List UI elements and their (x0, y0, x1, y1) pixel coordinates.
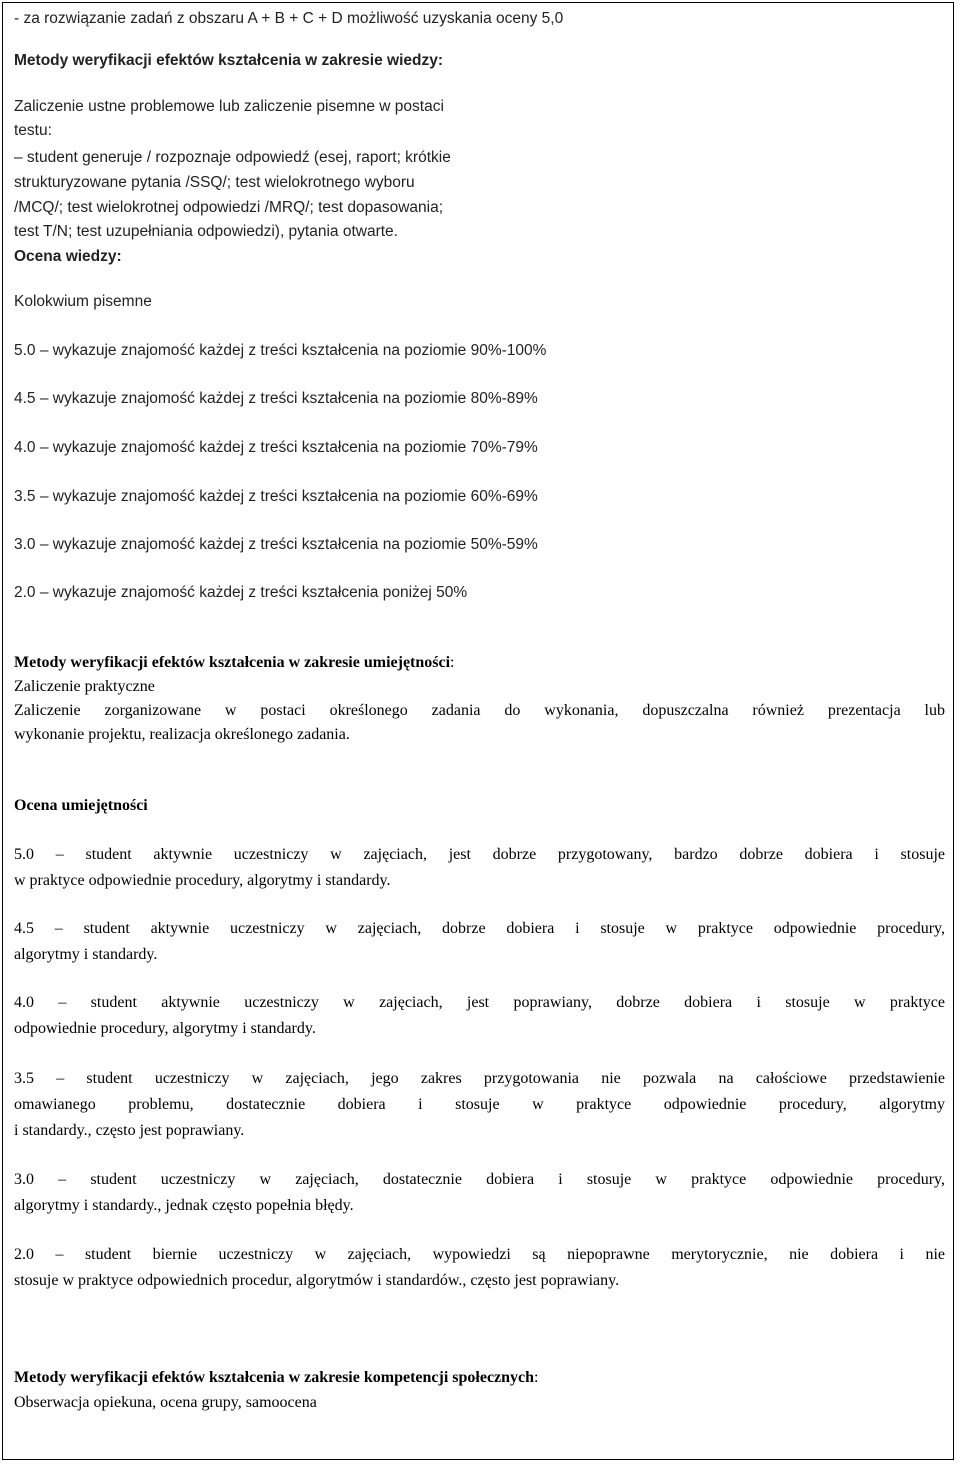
knowledge-assessment-type: Kolokwium pisemne (14, 293, 152, 310)
grade-line: 3.5 – wykazuje znajomość każdej z treści kształcenia na poziomie 60%-69% (14, 488, 538, 505)
skills-grade-line: stosuje w praktyce odpowiednich procedur, algorytmów i standardów., często jest poprawiany. (14, 1272, 620, 1289)
skills-grade-line: i standardy., często jest poprawiany. (14, 1122, 245, 1139)
social-heading-colon: : (534, 1369, 539, 1386)
skills-text-line: wykonanie projektu, realizacja określonego zadania. (14, 726, 350, 743)
intro-line: - za rozwiązanie zadań z obszaru A + B + C + D możliwość uzyskania oceny 5,0 (14, 10, 564, 27)
knowledge-text-line: /MCQ/; test wielokrotnej odpowiedzi /MRQ/; test dopasowania; (14, 199, 444, 216)
social-heading-text: Metody weryfikacji efektów kształcenia w zakresie kompetencji społecznych (14, 1369, 535, 1386)
skills-grade-line: omawianego problemu, dostatecznie dobiera i stosuje w praktyce odpowiednie procedury, algorytmy (14, 1096, 945, 1113)
skills-grade-line: 2.0 – student biernie uczestniczy w zajęciach, wypowiedzi są niepoprawne merytorycznie, nie dobiera i nie (14, 1246, 945, 1263)
skills-grade-line: 3.0 – student uczestniczy w zajęciach, dostatecznie dobiera i stosuje w praktyce odpowiednie procedury, (14, 1171, 945, 1188)
skills-grade-line: algorytmy i standardy., jednak często popełnia błędy. (14, 1197, 354, 1214)
heading-knowledge-methods: Metody weryfikacji efektów kształcenia w zakresie wiedzy: (14, 52, 444, 69)
grade-line: 3.0 – wykazuje znajomość każdej z treści kształcenia na poziomie 50%-59% (14, 536, 538, 553)
skills-grade-line: 4.5 – student aktywnie uczestniczy w zajęciach, dobrze dobiera i stosuje w praktyce odpowiednie procedury, (14, 920, 945, 937)
skills-grade-line: 5.0 – student aktywnie uczestniczy w zajęciach, jest dobrze przygotowany, bardzo dobrze dobiera i stosuje (14, 846, 945, 863)
heading-social-methods (14, 1365, 539, 1390)
knowledge-text-line: strukturyzowane pytania /SSQ/; test wielokrotnego wyboru (14, 174, 415, 191)
skills-grade-line: 3.5 – student uczestniczy w zajęciach, jego zakres przygotowania nie pozwala na całościowe przedstawienie (14, 1070, 945, 1087)
knowledge-text-line: Zaliczenie ustne problemowe lub zaliczenie pisemne w postaci (14, 98, 444, 115)
skills-grade-line: odpowiednie procedury, algorytmy i standardy. (14, 1020, 316, 1037)
knowledge-text-line: testu: (14, 122, 52, 139)
skills-text-line: Zaliczenie zorganizowane w postaci określonego zadania do wykonania, dopuszczalna również prezentacja lub (14, 702, 945, 719)
grade-line: 4.5 – wykazuje znajomość każdej z treści kształcenia na poziomie 80%-89% (14, 390, 538, 407)
grade-line: 5.0 – wykazuje znajomość każdej z treści kształcenia na poziomie 90%-100% (14, 342, 547, 359)
knowledge-text-line: – student generuje / rozpoznaje odpowiedź (esej, raport; krótkie (14, 149, 451, 166)
skills-grade-line: algorytmy i standardy. (14, 946, 158, 963)
grade-line: 4.0 – wykazuje znajomość każdej z treści kształcenia na poziomie 70%-79% (14, 439, 538, 456)
heading-knowledge-assessment: Ocena wiedzy: (14, 248, 122, 265)
skills-grade-line: 4.0 – student aktywnie uczestniczy w zajęciach, jest poprawiany, dobrze dobiera i stosuje w praktyce (14, 994, 945, 1011)
skills-grade-line: w praktyce odpowiednie procedury, algorytmy i standardy. (14, 872, 391, 889)
heading-skills-assessment: Ocena umiejętności (14, 797, 148, 814)
knowledge-text-line: test T/N; test uzupełniania odpowiedzi), pytania otwarte. (14, 223, 398, 240)
social-text: Obserwacja opiekuna, ocena grupy, samoocena (14, 1394, 317, 1411)
skills-heading-colon: : (450, 654, 455, 671)
skills-subheading: Zaliczenie praktyczne (14, 678, 155, 695)
skills-heading-text: Metody weryfikacji efektów kształcenia w zakresie umiejętności (14, 654, 451, 671)
grade-line: 2.0 – wykazuje znajomość każdej z treści kształcenia poniżej 50% (14, 584, 468, 601)
heading-skills-methods (14, 650, 455, 675)
